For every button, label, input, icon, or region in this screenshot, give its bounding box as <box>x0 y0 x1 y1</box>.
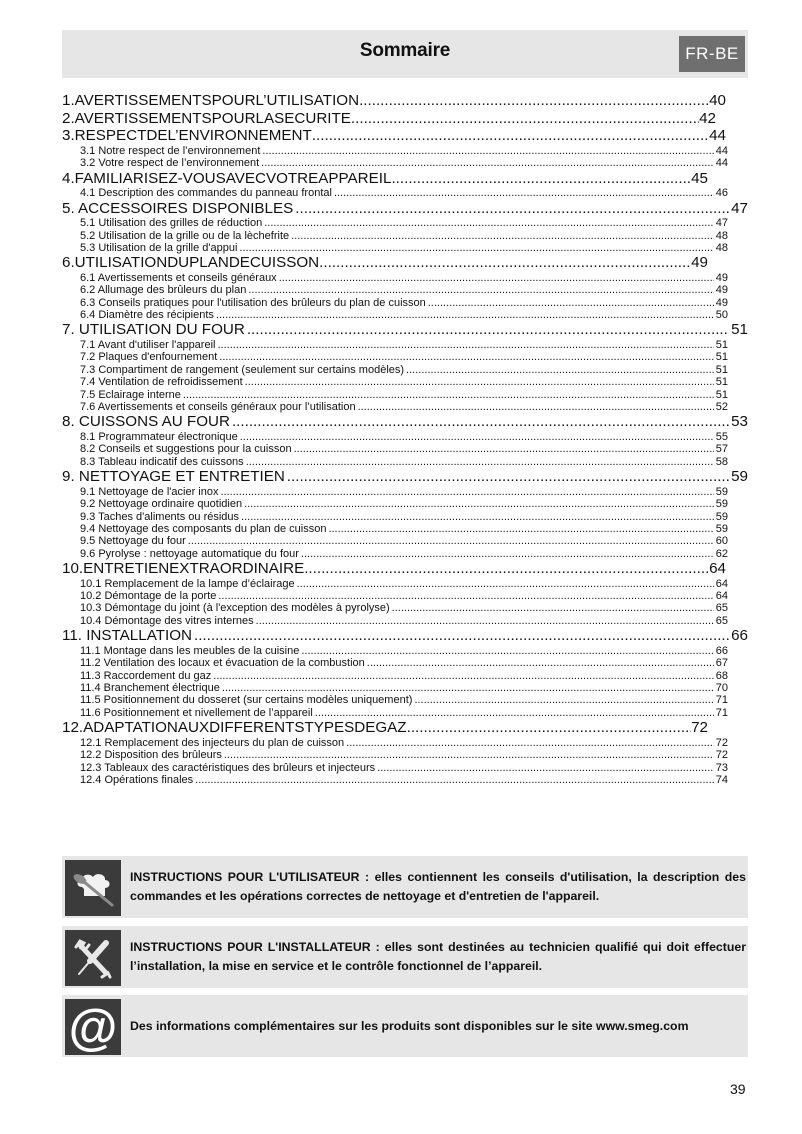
dot-leader <box>358 401 714 413</box>
toc-section-entry[interactable] <box>62 230 748 242</box>
toc-entry-page: 40 <box>709 92 726 109</box>
toc-entry-label: 12.2 Disposition des brûleurs <box>80 749 222 762</box>
toc-entry-label: 10.1 Remplacement de la lampe d’éclairage <box>80 577 295 590</box>
language-badge: FR-BE <box>679 36 745 72</box>
toc-entry-page: 57 <box>715 443 728 456</box>
dot-leader <box>301 548 714 560</box>
toc-entry-page: 47 <box>715 217 728 230</box>
toc-entry-label: 9.1 Nettoyage de l'acier inox <box>80 485 219 498</box>
toc-chapter-entry[interactable] <box>62 127 726 145</box>
info-text: Des informations complémentaires sur les produits sont disponibles sur le site www.smeg.com <box>130 1018 689 1033</box>
dot-leader <box>194 627 729 645</box>
toc-entry-page: 44 <box>715 157 728 170</box>
toc-entry-label: 11.1 Montage dans les meubles de la cuisine <box>80 644 300 657</box>
dot-leader <box>183 389 714 401</box>
toc-entry-page: 59 <box>731 468 748 486</box>
toc-section-entry[interactable] <box>62 657 748 669</box>
toc-section-entry[interactable] <box>62 187 748 199</box>
dot-leader <box>291 230 714 242</box>
dot-leader <box>359 92 709 110</box>
header-bar <box>62 30 748 78</box>
toc-entry-label: 7.1 Avant d'utiliser l'appareil <box>80 339 216 352</box>
toc-section-entry[interactable] <box>62 364 748 376</box>
dot-leader <box>328 523 713 535</box>
toc-chapter-entry[interactable] <box>62 254 708 272</box>
toc-entry-label: 6.2 Allumage des brûleurs du plan <box>80 284 247 297</box>
toc-chapter-entry[interactable] <box>62 413 748 431</box>
toc-chapter-entry[interactable] <box>62 321 748 339</box>
dot-leader <box>346 737 714 749</box>
dot-leader <box>287 468 729 486</box>
toc-entry-label: 11.5 Positionnement du dosseret (sur certains modèles uniquement) <box>80 694 413 707</box>
toc-entry-page: 68 <box>715 669 728 682</box>
toc-entry-label: 7.4 Ventilation de refroidissement <box>80 376 243 389</box>
toc-entry-label: 9.3 Taches d'aliments ou résidus <box>80 510 240 523</box>
toc-entry-page: 66 <box>715 644 728 657</box>
toc-entry-label: 10.4 Démontage des vitres internes <box>80 614 254 627</box>
toc-entry-page: 51 <box>715 351 728 364</box>
toc-section-entry[interactable] <box>62 443 748 455</box>
toc-entry-page: 64 <box>715 577 728 590</box>
dot-leader <box>428 297 714 309</box>
toc-section-entry[interactable] <box>62 645 748 657</box>
dot-leader <box>245 376 714 388</box>
toc-entry-label: 3.1 Notre respect de l’environnement <box>80 144 261 157</box>
toc-entry-page: 72 <box>715 736 728 749</box>
toc-entry-label: 3.RESPECTDEL’ENVIRONNEMENT <box>62 127 312 145</box>
toc-entry-page: 48 <box>715 229 728 242</box>
toc-section-entry[interactable] <box>62 401 748 413</box>
toc-entry-page: 66 <box>731 627 748 645</box>
toc-entry-page: 59 <box>715 485 728 498</box>
page-number: 39 <box>730 1081 746 1097</box>
toc-section-entry[interactable] <box>62 297 748 309</box>
toc-entry-page: 51 <box>715 363 728 376</box>
toc-entry-label: 12.4 Opérations finales <box>80 773 194 786</box>
dot-leader <box>240 431 714 443</box>
toc-entry-label: 9.5 Nettoyage du four <box>80 535 186 548</box>
toc-entry-label: 9.4 Nettoyage des composants du plan de cuisson <box>80 522 327 535</box>
toc-chapter-entry[interactable] <box>62 170 708 188</box>
dot-leader <box>304 560 709 578</box>
toc-entry-page: 49 <box>715 296 728 309</box>
toc-chapter-entry[interactable] <box>62 468 748 486</box>
toc-section-entry[interactable] <box>62 511 748 523</box>
toc-entry-page: 71 <box>715 706 728 719</box>
toc-chapter-entry[interactable] <box>62 200 748 218</box>
toc-entry-page: 72 <box>715 749 728 762</box>
dot-leader <box>224 749 714 761</box>
toc-entry-label: 1.AVERTISSEMENTSPOURL’UTILISATION <box>62 92 360 109</box>
toc-entry-label: 6.UTILISATIONDUPLANDECUISSON <box>62 254 320 272</box>
dot-leader <box>248 284 713 296</box>
dot-leader <box>247 321 729 339</box>
toc-entry-page: 65 <box>715 614 728 627</box>
info-text: INSTRUCTIONS POUR L'UTILISATEUR : elles contiennent les conseils d'utilisation, la description des commandes et les opérations correctes de nettoyage et d'entretien de l'appareil. <box>130 870 746 903</box>
toc-entry-page: 59 <box>715 522 728 535</box>
toc-entry-page: 62 <box>715 547 728 560</box>
toc-entry-page: 49 <box>715 284 728 297</box>
toc-section-entry[interactable] <box>62 523 748 535</box>
toc-entry-label: 7.5 Eclairage interne <box>80 388 181 401</box>
dot-leader <box>294 443 714 455</box>
toc-entry-page: 47 <box>731 199 748 217</box>
toc-entry-label: 11.2 Ventilation des locaux et évacuation de la combustion <box>80 657 365 670</box>
toc-chapter-entry[interactable] <box>62 110 716 128</box>
dot-leader <box>218 590 713 602</box>
toc-section-entry[interactable] <box>62 670 748 682</box>
toc-entry-page: 51 <box>715 376 728 389</box>
dot-leader <box>195 774 714 786</box>
dot-leader <box>319 254 691 272</box>
dot-leader <box>377 762 714 774</box>
toc-section-entry[interactable] <box>62 498 748 510</box>
toc-entry-label: 7.6 Avertissements et conseils généraux pour l’utilisation <box>80 401 356 414</box>
toc-entry-label: 7. UTILISATION DU FOUR <box>62 321 245 339</box>
toc-entry-label: 8.1 Programmateur électronique <box>80 431 238 443</box>
dot-leader <box>297 578 714 590</box>
toc-section-entry[interactable] <box>62 431 748 443</box>
dot-leader <box>351 110 699 128</box>
toc-section-entry[interactable] <box>62 774 748 786</box>
toc-section-entry[interactable] <box>62 602 748 614</box>
toc-entry-label: 9. NETTOYAGE ET ENTRETIEN <box>62 468 285 486</box>
dot-leader <box>222 682 714 694</box>
page-title: Sommaire <box>359 40 451 61</box>
toc-entry-page: 67 <box>715 657 728 670</box>
dot-leader <box>367 657 714 669</box>
toc-entry-label: 5. ACCESSOIRES DISPONIBLES <box>62 199 294 217</box>
toc-entry-page: 51 <box>731 321 748 339</box>
toc-entry-page: 60 <box>715 535 728 548</box>
toc-chapter-entry[interactable] <box>62 92 726 110</box>
toc-entry-label: 4.FAMILIARISEZ-VOUSAVECVOTREAPPAREIL <box>62 169 392 187</box>
dot-leader <box>334 187 714 199</box>
toc-entry-page: 46 <box>715 187 728 200</box>
toc-entry-page: 71 <box>715 694 728 707</box>
toc-entry-page: 73 <box>715 761 728 774</box>
toc-entry-page: 64 <box>709 560 726 578</box>
toc-entry-page: 50 <box>715 309 728 322</box>
toc-entry-label: 11.3 Raccordement du gaz <box>80 669 212 682</box>
toc-section-entry[interactable] <box>62 456 748 468</box>
dot-leader <box>188 535 714 547</box>
toc-entry-label: 10.ENTRETIENEXTRAORDINAIRE <box>62 560 305 578</box>
dot-leader <box>392 602 714 614</box>
toc-entry-page: 52 <box>715 401 728 414</box>
toc-entry-label: 9.2 Nettoyage ordinaire quotidien <box>80 498 243 511</box>
dot-leader <box>241 511 714 523</box>
toc-entry-page: 42 <box>699 109 716 127</box>
toc-entry-page: 64 <box>715 590 728 603</box>
toc-entry-label: 5.2 Utilisation de la grille ou de la lèchefrite <box>80 229 290 242</box>
toc-entry-label: 5.3 Utilisation de la grille d'appui <box>80 241 238 254</box>
dot-leader <box>220 486 713 498</box>
toc-section-entry[interactable] <box>62 578 748 590</box>
toc-section-entry[interactable] <box>62 242 748 254</box>
toc-section-entry[interactable] <box>62 749 748 761</box>
toc-entry-page: 49 <box>691 254 708 272</box>
toc-entry-label: 3.2 Votre respect de l’environnement <box>80 157 260 170</box>
dot-leader <box>264 217 714 229</box>
dot-leader <box>219 351 713 363</box>
toc-entry-label: 6.4 Diamètre des récipients <box>80 309 214 322</box>
toc-section-entry[interactable] <box>62 486 748 498</box>
toc-section-entry[interactable] <box>62 737 748 749</box>
toc-chapter-entry[interactable] <box>62 627 748 645</box>
toc-entry-page: 51 <box>715 339 728 352</box>
dot-leader <box>391 170 691 188</box>
dot-leader <box>217 339 713 351</box>
table-of-contents <box>62 92 748 786</box>
toc-entry-label: 4.1 Description des commandes du panneau frontal <box>80 187 332 200</box>
dot-leader <box>406 364 714 376</box>
toc-entry-page: 72 <box>691 719 708 737</box>
toc-entry-page: 58 <box>715 455 728 468</box>
toc-section-entry[interactable] <box>62 590 748 602</box>
toc-entry-page: 59 <box>715 498 728 511</box>
info-text: INSTRUCTIONS POUR L'INSTALLATEUR : elles sont destinées au technicien qualifié qui doit effectuer l’installation, la mise en service et le contrôle fonctionnel de l’appareil. <box>130 940 746 973</box>
toc-section-entry[interactable] <box>62 694 748 706</box>
dot-leader <box>301 645 713 657</box>
toc-entry-page: 70 <box>715 682 728 695</box>
toc-entry-page: 49 <box>715 271 728 284</box>
toc-entry-label: 7.2 Plaques d'enfournement <box>80 351 218 364</box>
toc-section-entry[interactable] <box>62 762 748 774</box>
toc-entry-label: 11.6 Positionnement et nivellement de l’appareil <box>80 706 313 719</box>
toc-entry-page: 48 <box>715 241 728 254</box>
toc-chapter-entry[interactable] <box>62 560 726 578</box>
toc-section-entry[interactable] <box>62 272 748 284</box>
toc-section-entry[interactable] <box>62 217 748 229</box>
toc-entry-label: 10.2 Démontage de la porte <box>80 590 217 603</box>
dot-leader <box>256 615 714 627</box>
dot-leader <box>246 456 714 468</box>
toc-entry-label: 12.ADAPTATIONAUXDIFFERENTSTYPESDEGAZ <box>62 719 407 737</box>
info-box-installer-instructions <box>62 926 748 988</box>
toc-entry-label: 6.3 Conseils pratiques pour l'utilisation des brûleurs du plan de cuisson <box>80 296 426 309</box>
toc-section-entry[interactable] <box>62 145 748 157</box>
toc-entry-page: 51 <box>715 388 728 401</box>
toc-entry-label: 2.AVERTISSEMENTSPOURLASECURITE <box>62 109 351 127</box>
toc-entry-page: 53 <box>731 413 748 431</box>
toc-entry-label: 12.3 Tableaux des caractéristiques des brûleurs et injecteurs <box>80 761 376 774</box>
dot-leader <box>414 694 713 706</box>
dot-leader <box>312 127 709 145</box>
toc-section-entry[interactable] <box>62 351 748 363</box>
toc-section-entry[interactable] <box>62 157 748 169</box>
toc-entry-label: 10.3 Démontage du joint (à l'exception des modèles à pyrolyse) <box>80 602 390 615</box>
toc-section-entry[interactable] <box>62 339 748 351</box>
toc-entry-page: 44 <box>709 127 726 145</box>
toc-entry-label: 5.1 Utilisation des grilles de réduction <box>80 217 263 230</box>
toc-entry-label: 11. INSTALLATION <box>62 627 192 645</box>
toc-entry-label: 7.3 Compartiment de rangement (seulement sur certains modèles) <box>80 363 405 376</box>
toc-section-entry[interactable] <box>62 284 748 296</box>
toc-entry-page: 44 <box>715 144 728 157</box>
toc-entry-page: 59 <box>715 510 728 523</box>
toc-entry-label: 6.1 Avertissements et conseils généraux <box>80 271 277 284</box>
dot-leader <box>407 719 692 737</box>
toc-entry-label: 8.3 Tableau indicatif des cuissons <box>80 455 244 468</box>
dot-leader <box>216 309 714 321</box>
toc-entry-page: 65 <box>715 602 728 615</box>
dot-leader <box>279 272 714 284</box>
dot-leader <box>244 498 714 510</box>
dot-leader <box>315 707 714 719</box>
dot-leader <box>239 242 713 254</box>
dot-leader <box>232 413 729 431</box>
at-sign-icon: @ <box>65 999 121 1055</box>
dot-leader <box>261 157 714 169</box>
toc-section-entry[interactable] <box>62 707 748 719</box>
info-box-more-info <box>62 995 748 1057</box>
dot-leader <box>213 670 713 682</box>
toc-entry-label: 8.2 Conseils et suggestions pour la cuisson <box>80 443 292 456</box>
toc-entry-label: 9.6 Pyrolyse : nettoyage automatique du four <box>80 547 299 560</box>
toc-entry-page: 74 <box>715 773 728 786</box>
toc-entry-label: 8. CUISSONS AU FOUR <box>62 413 230 431</box>
toc-chapter-entry[interactable] <box>62 719 708 737</box>
dot-leader <box>262 145 713 157</box>
dot-leader <box>295 200 729 218</box>
toc-section-entry[interactable] <box>62 376 748 388</box>
toc-section-entry[interactable] <box>62 682 748 694</box>
wrench-screwdriver-icon <box>65 930 121 986</box>
toc-entry-label: 12.1 Remplacement des injecteurs du plan de cuisson <box>80 736 345 749</box>
toc-section-entry[interactable] <box>62 309 748 321</box>
toc-section-entry[interactable] <box>62 548 748 560</box>
toc-section-entry[interactable] <box>62 615 748 627</box>
toc-section-entry[interactable] <box>62 389 748 401</box>
toc-section-entry[interactable] <box>62 535 748 547</box>
toc-entry-label: 11.4 Branchement électrique <box>80 682 220 695</box>
toc-entry-page: 55 <box>715 431 728 443</box>
chef-hat-spoon-icon <box>65 860 121 916</box>
info-box-user-instructions <box>62 856 748 918</box>
toc-entry-page: 45 <box>691 169 708 187</box>
